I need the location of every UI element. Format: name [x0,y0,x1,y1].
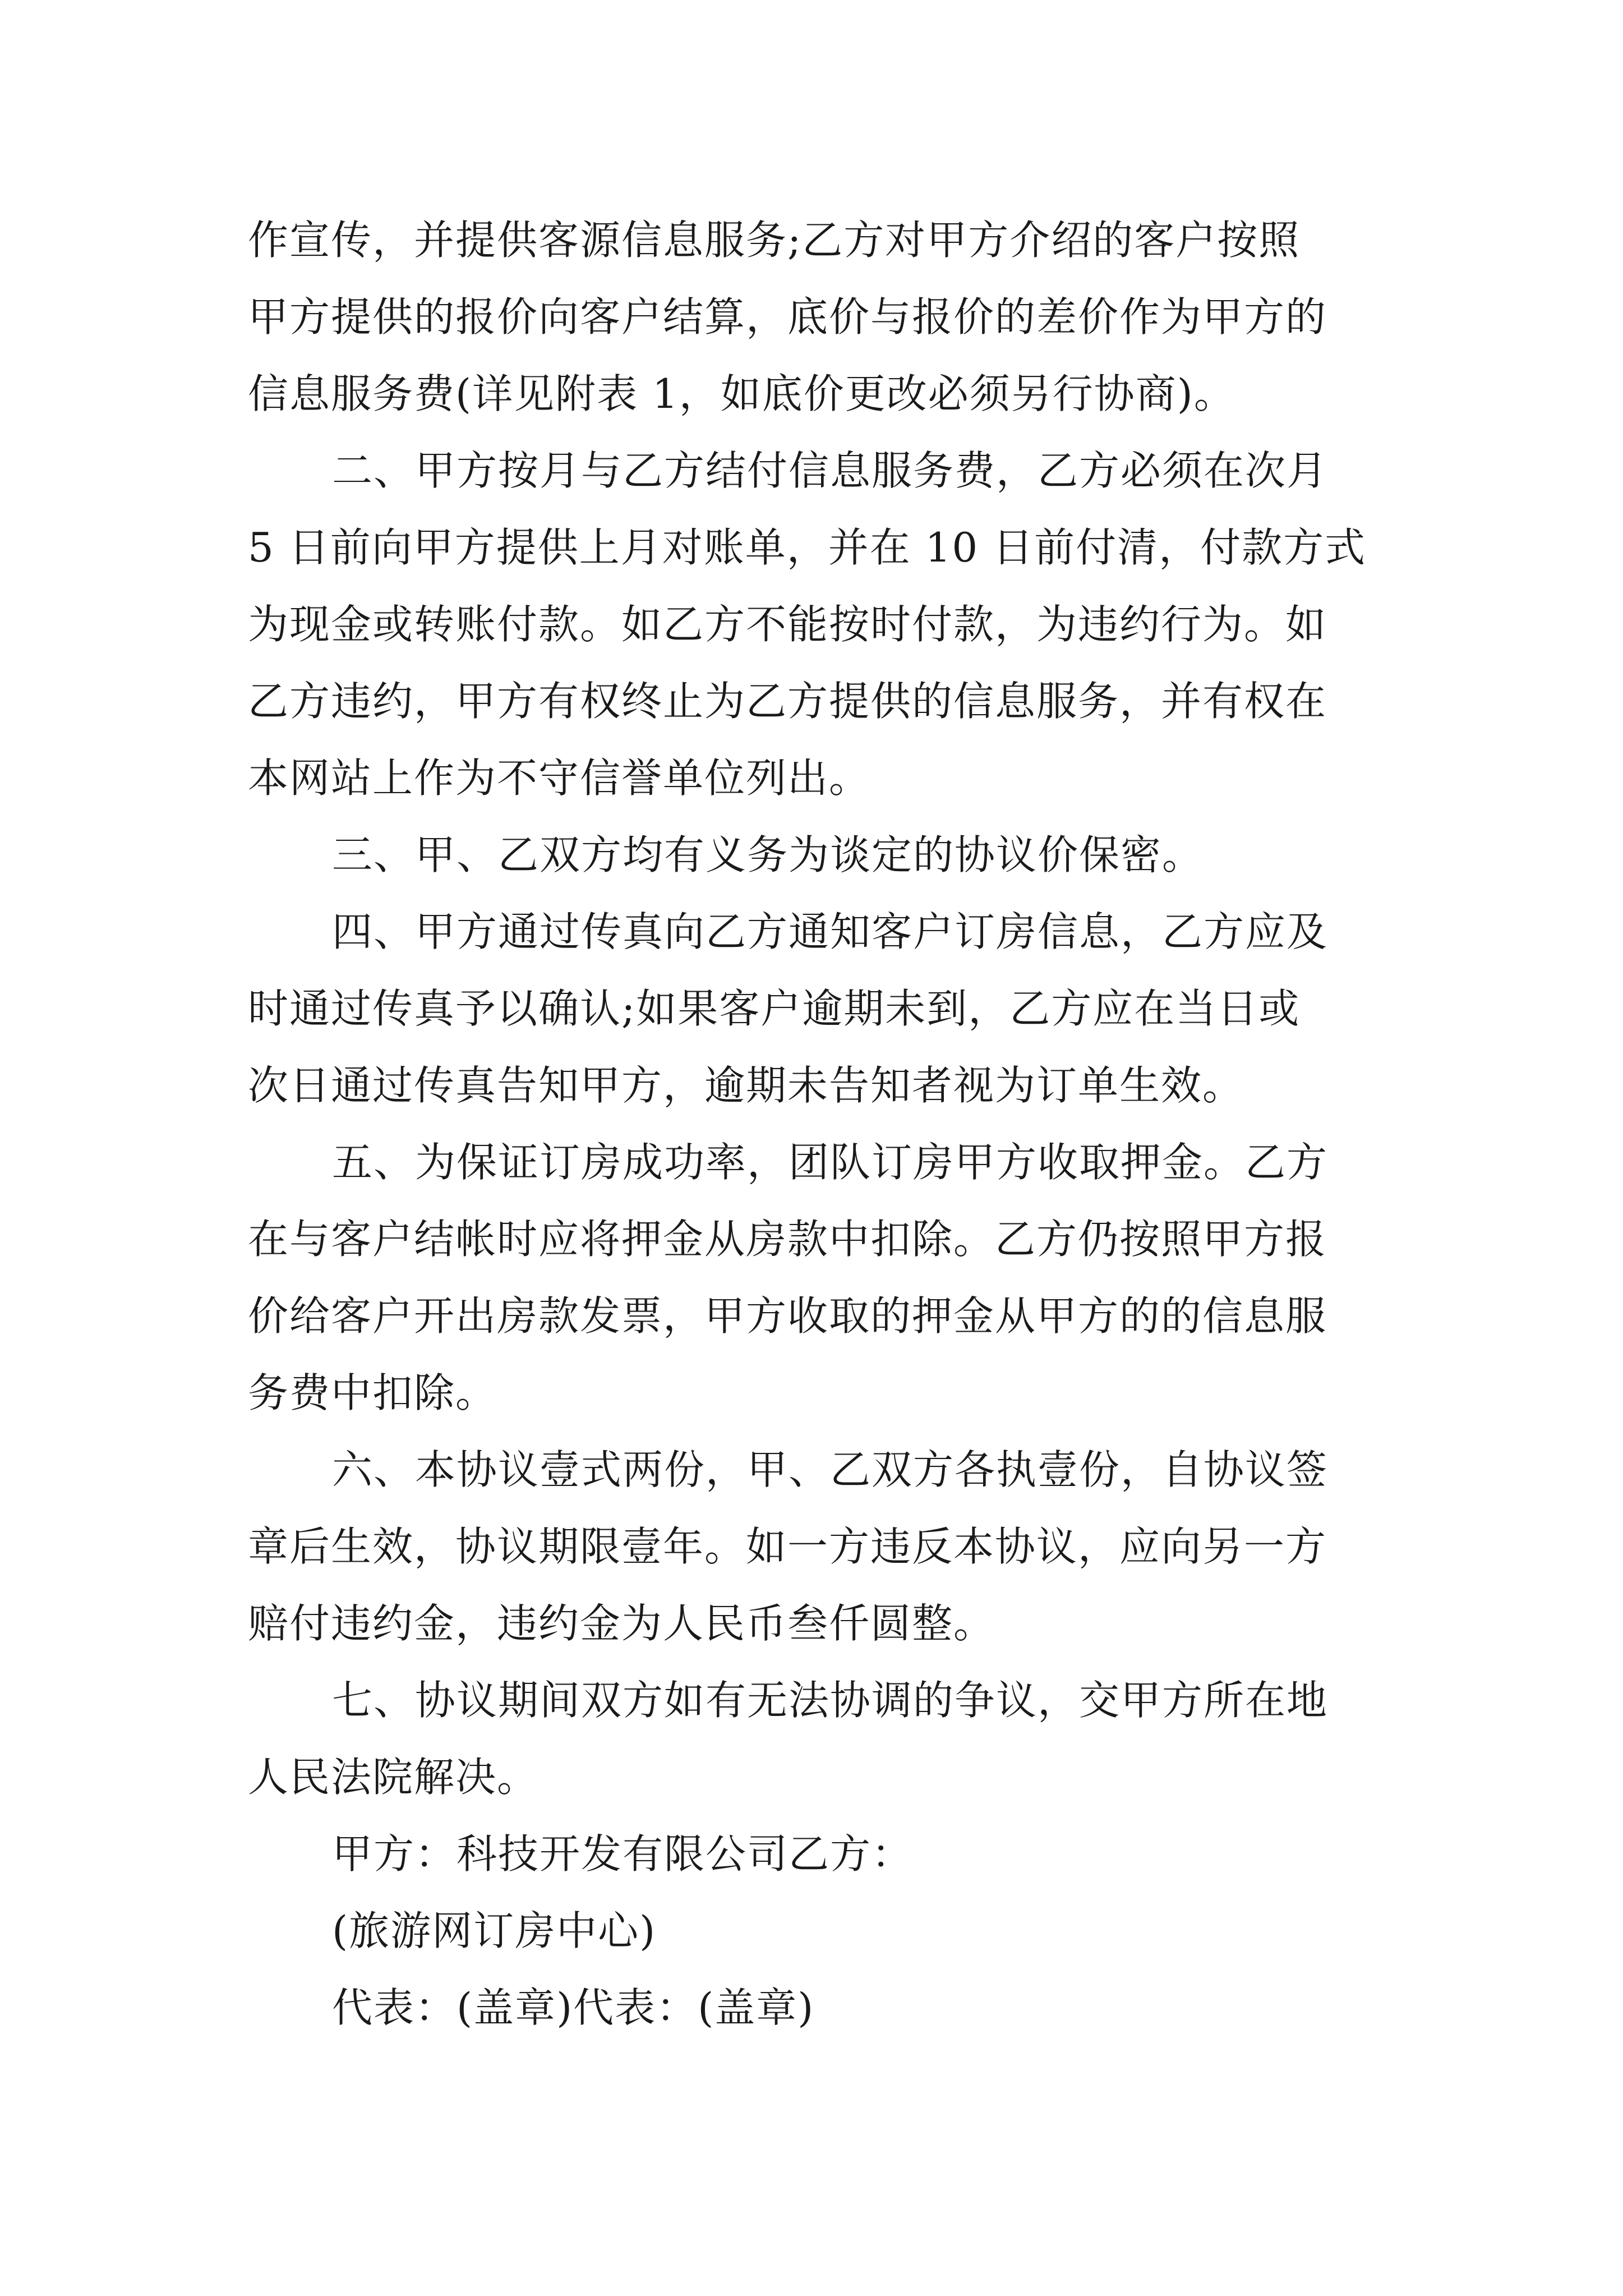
signature-org-line: (旅游网订房中心) [332,1907,657,1954]
body-line: 在与客户结帐时应将押金从房款中扣除。乙方仍按照甲方报 [248,1216,1327,1263]
signature-representative-line: 代表：(盖章)代表：(盖章) [332,1984,815,2031]
clause-2-line: 二、甲方按月与乙方结付信息服务费，乙方必须在次月 [332,447,1329,494]
body-line: 信息服务费(详见附表 1，如底价更改必须另行协商)。 [248,370,1235,417]
body-line: 5 日前向甲方提供上月对账单，并在 10 日前付清，付款方式 [248,524,1367,571]
body-line: 本网站上作为不守信誉单位列出。 [248,754,871,802]
body-line: 甲方提供的报价向客户结算，底价与报价的差价作为甲方的 [248,293,1327,341]
clause-5-line: 五、为保证订房成功率，团队订房甲方收取押金。乙方 [332,1139,1329,1186]
body-line: 赔付违约金，违约金为人民币叁仟圆整。 [248,1600,995,1647]
body-line: 章后生效，协议期限壹年。如一方违反本协议，应向另一方 [248,1523,1327,1570]
body-line: 时通过传真予以确认;如果客户逾期未到，乙方应在当日或 [248,985,1301,1032]
body-line: 次日通过传真告知甲方，逾期未告知者视为订单生效。 [248,1062,1244,1109]
body-line: 为现金或转账付款。如乙方不能按时付款，为违约行为。如 [248,601,1327,648]
body-line: 务费中扣除。 [248,1369,497,1416]
clause-3-line: 三、甲、乙双方均有义务为谈定的协议价保密。 [332,831,1204,878]
body-line: 作宣传，并提供客源信息服务;乙方对甲方介绍的客户按照 [248,217,1301,264]
clause-4-line: 四、甲方通过传真向乙方通知客户订房信息，乙方应及 [332,908,1329,955]
body-line: 乙方违约，甲方有权终止为乙方提供的信息服务，并有权在 [248,678,1327,725]
document-body [248,202,1386,2046]
clause-7-line: 七、协议期间双方如有无法协调的争议，交甲方所在地 [332,1677,1329,1724]
clause-6-line: 六、本协议壹式两份，甲、乙双方各执壹份，自协议签 [332,1446,1329,1493]
signature-parties-line: 甲方：科技开发有限公司乙方： [332,1830,914,1878]
body-line: 人民法院解决。 [248,1754,539,1801]
body-line: 价给客户开出房款发票，甲方收取的押金从甲方的的信息服 [248,1292,1327,1340]
